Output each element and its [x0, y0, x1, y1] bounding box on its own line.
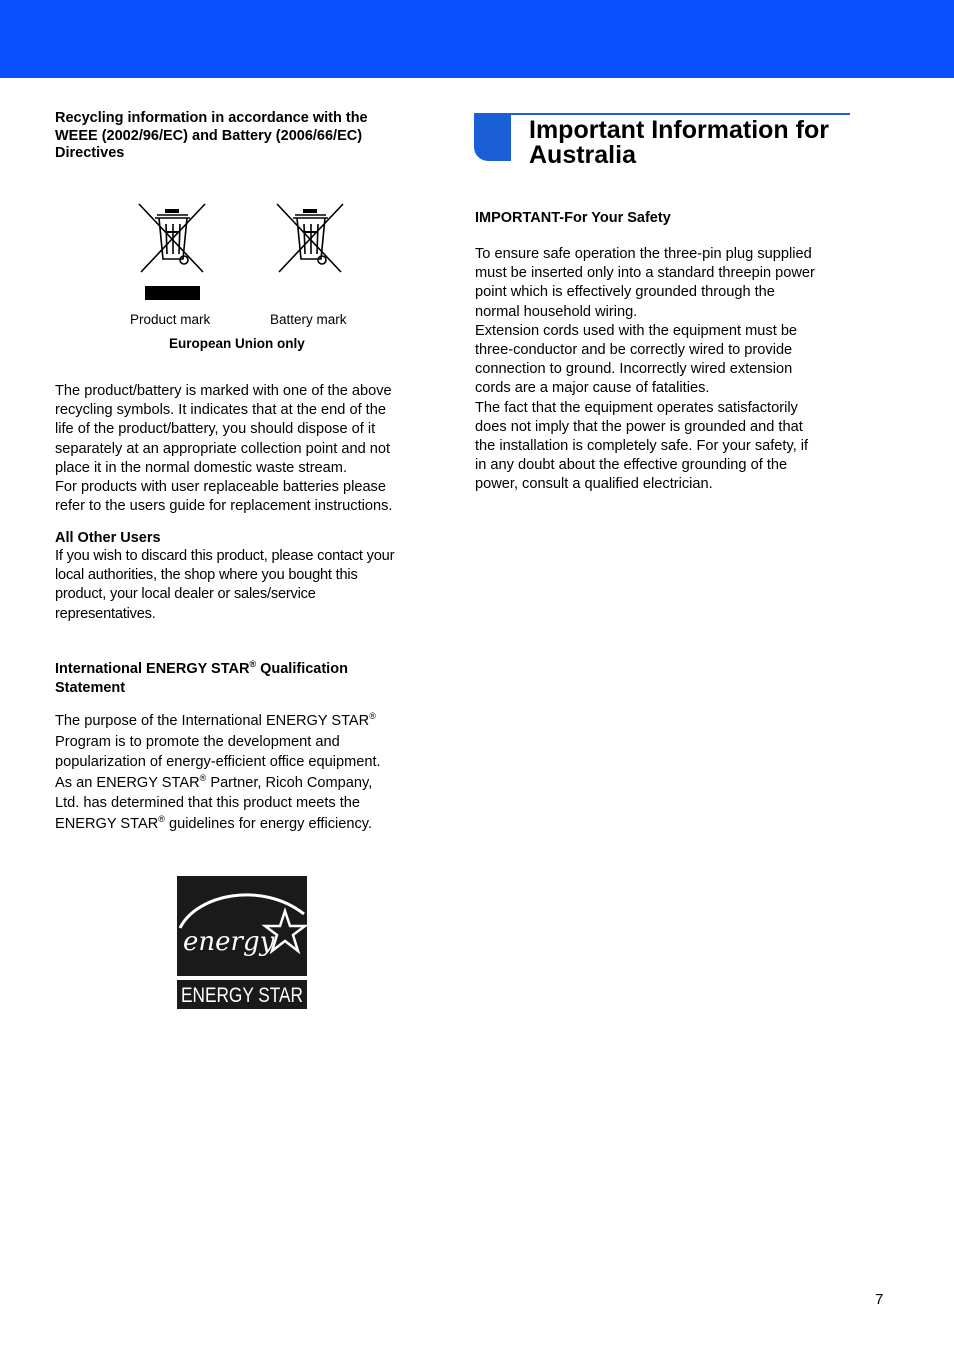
text-line: representatives.: [55, 605, 156, 622]
weee-paragraph: [55, 382, 392, 516]
text-line: point which is effectively grounded through the: [475, 284, 775, 301]
energy-script-text: energy: [183, 927, 275, 957]
title-line: Australia: [529, 141, 636, 169]
text-line: For products with user replaceable batteries please: [55, 479, 386, 496]
text-line: normal household wiring.: [475, 303, 638, 320]
product-mark-crossed-bin-icon: [137, 202, 209, 302]
safety-subheading: IMPORTANT-For Your Safety: [475, 210, 671, 226]
weee-heading-line: Recycling information in accordance with the: [55, 110, 368, 126]
weee-heading: [55, 110, 368, 163]
battery-mark-label: Battery mark: [270, 312, 347, 327]
text-line: place it in the normal domestic waste stream.: [55, 459, 347, 476]
text-line: local authorities, the shop where you bought this: [55, 567, 358, 584]
text-line: separately at an appropriate collection point and not: [55, 440, 391, 457]
registered-mark: ®: [199, 772, 207, 783]
energy-star-logo-text: ENERGY STAR: [181, 984, 303, 1007]
text-line: Program is to promote the development and: [55, 733, 340, 750]
text-line: Ltd. has determined that this product meets the: [55, 795, 361, 811]
heading-text: Qualification: [256, 661, 348, 677]
text-line: cords are a major cause of fatalities.: [475, 380, 710, 397]
registered-mark: ®: [249, 659, 257, 670]
australia-paragraph: [475, 245, 815, 495]
heading-text: International ENERGY STAR: [55, 661, 250, 677]
page-number: 7: [875, 1291, 884, 1308]
weee-heading-line: Directives: [55, 145, 125, 161]
energy-star-logo: [177, 876, 307, 1009]
eu-only-label: European Union only: [169, 336, 305, 351]
text-line: the installation is completely safe. For your safety, if: [475, 438, 809, 455]
section-marker: [474, 113, 511, 161]
text-line: guidelines for energy efficiency.: [164, 815, 373, 832]
text-line: The fact that the equipment operates satisfactorily: [475, 399, 798, 416]
title-line: Important Information for: [529, 116, 829, 144]
text-line: The purpose of the International ENERGY STAR: [55, 713, 370, 729]
text-line: popularization of energy-efficient office equipment.: [55, 754, 381, 770]
weee-heading-line: WEEE (2002/96/EC) and Battery (2006/66/EC): [55, 127, 363, 144]
text-line: refer to the users guide for replacement instructions.: [55, 498, 393, 515]
text-line: does not imply that the power is grounded and that: [475, 418, 803, 435]
text-line: The product/battery is marked with one of the above: [55, 383, 392, 399]
text-line: ENERGY STAR: [55, 815, 159, 832]
text-line: Partner, Ricoh Company,: [206, 774, 373, 791]
other-users-heading: All Other Users: [55, 530, 161, 546]
text-line: connection to ground. Incorrectly wired extension: [475, 361, 793, 378]
energy-star-paragraph: [55, 711, 381, 834]
text-line: To ensure safe operation the three-pin plug supplied: [475, 246, 812, 262]
other-users-paragraph: [55, 547, 394, 624]
text-line: power, consult a qualified electrician.: [475, 476, 713, 493]
header-band: [0, 0, 954, 78]
text-line: recycling symbols. It indicates that at the end of the: [55, 402, 386, 419]
text-line: three-conductor and be correctly wired to provide: [475, 342, 793, 359]
energy-star-heading: [55, 660, 348, 698]
heading-text: Statement: [55, 680, 126, 696]
section-rule: [474, 113, 850, 115]
text-line: If you wish to discard this product, please contact your: [55, 548, 395, 564]
text-line: Extension cords used with the equipment must be: [475, 322, 798, 339]
registered-mark: ®: [369, 711, 376, 722]
product-mark-label: Product mark: [130, 312, 211, 327]
registered-mark: ®: [158, 813, 165, 824]
text-line: in any doubt about the effective grounding of the: [475, 457, 788, 474]
text-line: product, your local dealer or sales/service: [55, 586, 316, 603]
australia-title: [529, 118, 829, 168]
text-line: must be inserted only into a standard threepin power: [475, 265, 815, 282]
text-line: As an ENERGY STAR: [55, 774, 200, 791]
battery-mark-crossed-bin-icon: [275, 202, 347, 276]
text-line: life of the product/battery, you should dispose of it: [55, 421, 376, 438]
